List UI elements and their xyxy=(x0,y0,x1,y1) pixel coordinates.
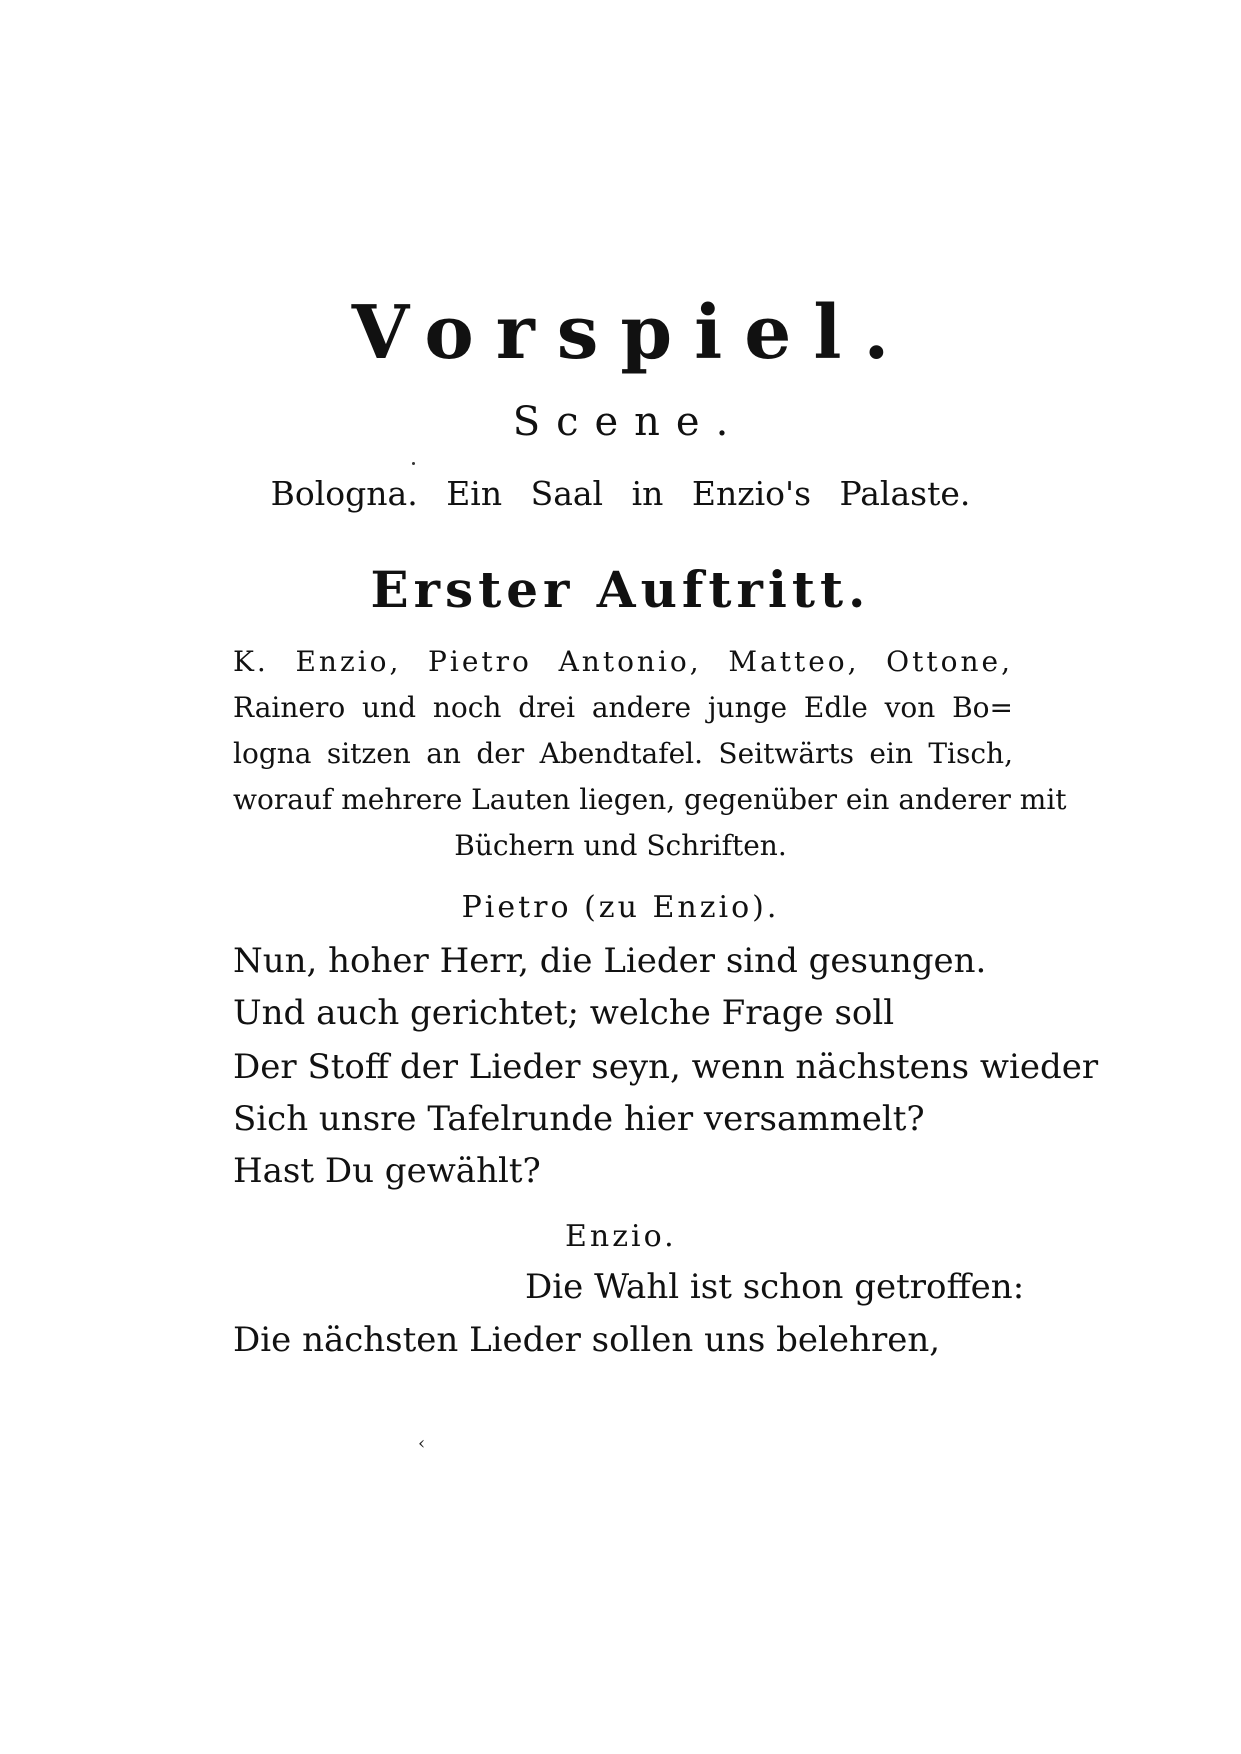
speaker-enzio: Enzio. xyxy=(565,1219,677,1254)
verse-line: Die Wahl ist schon getroffen: xyxy=(525,1267,1025,1307)
verse-line: Die nächsten Lieder sollen uns belehren, xyxy=(233,1320,941,1360)
verse-line: Sich unsre Tafelrunde hier versammelt? xyxy=(233,1099,925,1139)
act-heading: Erster Auftritt. xyxy=(370,560,871,619)
scene-location: Bologna. Ein Saal in Enzio's Palaste. xyxy=(270,474,971,513)
page-title: Vorspiel. xyxy=(351,290,912,376)
ink-speck xyxy=(412,462,415,465)
verse-line: Hast Du gewählt? xyxy=(233,1151,541,1191)
stage-direction-line: logna sitzen an der Abendtafel. Seitwärts ein Tisch, xyxy=(233,737,1013,770)
stage-direction-line: Rainero und noch drei andere junge Edle von Bo= xyxy=(233,691,1013,724)
verse-line: Und auch gerichtet; welche Frage soll xyxy=(233,993,895,1033)
verse-line: Der Stoff der Lieder seyn, wenn nächstens wieder xyxy=(233,1047,1099,1087)
footer-mark: ‹ xyxy=(418,1433,426,1454)
stage-direction-line: worauf mehrere Lauten liegen, gegenüber ein anderer mit xyxy=(233,783,1067,816)
scene-heading: Scene. xyxy=(512,399,745,445)
speaker-pietro: Pietro (zu Enzio). xyxy=(461,890,780,925)
stage-direction-line: Büchern und Schriften. xyxy=(454,829,787,862)
stage-direction-line: K. Enzio, Pietro Antonio, Matteo, Ottone, xyxy=(233,645,1013,678)
verse-line: Nun, hoher Herr, die Lieder sind gesungen. xyxy=(233,941,987,981)
